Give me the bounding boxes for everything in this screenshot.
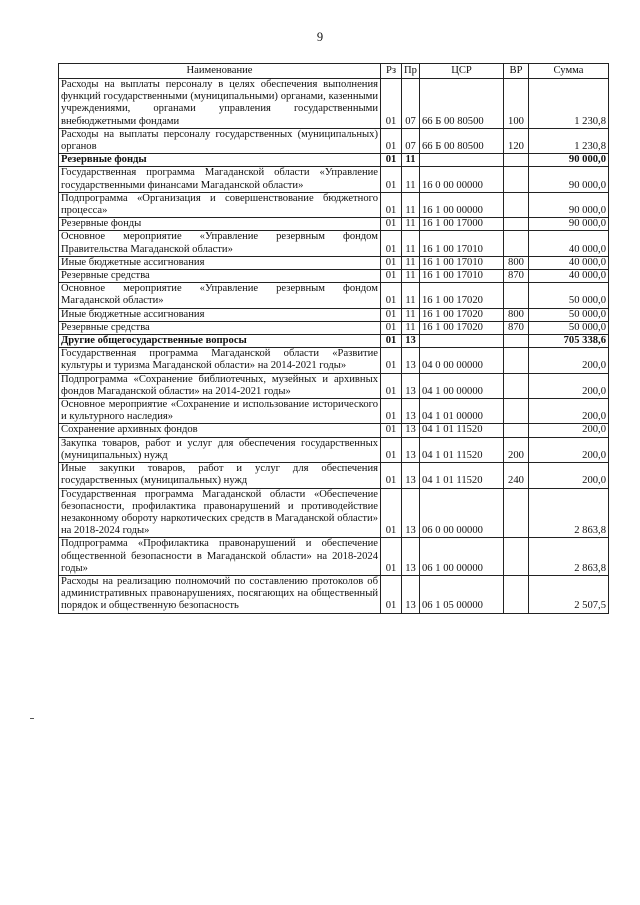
cell-sum: 90 000,0 [529,154,609,167]
table-row [59,437,609,462]
table-row [59,399,609,424]
cell-sum: 705 338,6 [529,335,609,348]
cell-sum: 2 863,8 [529,488,609,538]
cell-name: Резервные фонды [59,218,381,231]
cell-pr: 13 [402,424,420,437]
cell-name: Подпрограмма «Сохранение библиотечных, музейных и архивных фондов Магаданской области» на 2014-2021 годы» [59,373,381,398]
cell-name: Государственная программа Магаданской области «Обеспечение безопасности, профилактика правонарушений и противодействие незаконному обороту наркотических средств в Магаданской области» на 2018-2024 годы» [59,488,381,538]
cell-csr: 16 1 00 17010 [420,231,504,256]
cell-sum: 200,0 [529,437,609,462]
cell-csr: 16 1 00 17000 [420,218,504,231]
cell-name: Государственная программа Магаданской области «Развитие культуры и туризма Магаданской области» на 2014-2021 годы» [59,348,381,373]
cell-name: Резервные фонды [59,154,381,167]
cell-pr: 11 [402,308,420,321]
cell-rz: 01 [381,399,402,424]
cell-name: Расходы на выплаты персоналу государственных (муниципальных) органов [59,128,381,153]
cell-csr: 04 1 01 11520 [420,437,504,462]
cell-rz: 01 [381,128,402,153]
cell-vr [504,575,529,613]
cell-sum: 200,0 [529,463,609,488]
cell-vr [504,538,529,576]
cell-sum: 40 000,0 [529,270,609,283]
cell-vr [504,399,529,424]
budget-table [58,63,609,614]
table-row [59,348,609,373]
table-row [59,538,609,576]
cell-sum: 200,0 [529,399,609,424]
cell-pr: 11 [402,218,420,231]
cell-rz: 01 [381,538,402,576]
cell-csr: 04 1 01 00000 [420,399,504,424]
cell-vr [504,231,529,256]
cell-csr: 04 1 01 11520 [420,463,504,488]
table-row [59,335,609,348]
cell-name: Подпрограмма «Организация и совершенствование бюджетного процесса» [59,192,381,217]
cell-csr: 16 1 00 17020 [420,283,504,308]
cell-csr: 16 0 00 00000 [420,167,504,192]
cell-rz: 01 [381,308,402,321]
page-number: 9 [316,30,324,44]
cell-pr: 13 [402,373,420,398]
cell-sum: 50 000,0 [529,308,609,321]
cell-sum: 2 863,8 [529,538,609,576]
cell-vr [504,424,529,437]
cell-pr: 13 [402,463,420,488]
header-rz: Рз [381,64,402,79]
cell-csr: 66 Б 00 80500 [420,79,504,129]
cell-sum: 90 000,0 [529,218,609,231]
header-pr: Пр [402,64,420,79]
cell-csr: 16 1 00 17020 [420,308,504,321]
cell-sum: 200,0 [529,373,609,398]
cell-rz: 01 [381,256,402,269]
table-row [59,424,609,437]
cell-vr: 800 [504,256,529,269]
cell-vr [504,192,529,217]
header-csr: ЦСР [420,64,504,79]
cell-pr: 13 [402,575,420,613]
cell-name: Иные бюджетные ассигнования [59,256,381,269]
cell-rz: 01 [381,167,402,192]
cell-rz: 01 [381,79,402,129]
table-row [59,308,609,321]
cell-vr: 800 [504,308,529,321]
cell-sum: 200,0 [529,424,609,437]
cell-sum: 50 000,0 [529,283,609,308]
cell-pr: 11 [402,231,420,256]
cell-pr: 11 [402,167,420,192]
cell-pr: 11 [402,256,420,269]
cell-csr [420,154,504,167]
cell-name: Другие общегосударственные вопросы [59,335,381,348]
table-row [59,270,609,283]
cell-name: Расходы на выплаты персоналу в целях обеспечения выполнения функций государственными (муниципальными) органами, казенными учреждениями, органами управления государственными внебюджетными фондами [59,79,381,129]
cell-pr: 11 [402,154,420,167]
cell-csr: 04 0 00 00000 [420,348,504,373]
cell-sum: 40 000,0 [529,231,609,256]
cell-csr: 06 1 05 00000 [420,575,504,613]
cell-rz: 01 [381,437,402,462]
cell-rz: 01 [381,335,402,348]
table-row [59,231,609,256]
table-row [59,463,609,488]
header-name: Наименование [59,64,381,79]
cell-pr: 13 [402,335,420,348]
cell-rz: 01 [381,283,402,308]
cell-name: Подпрограмма «Профилактика правонарушений и обеспечение общественной безопасности в Магаданской области» на 2018-2024 годы» [59,538,381,576]
cell-pr: 11 [402,321,420,334]
cell-name: Основное мероприятие «Сохранение и использование исторического и культурного наследия» [59,399,381,424]
cell-csr: 16 1 00 17010 [420,270,504,283]
table-row [59,283,609,308]
cell-vr [504,373,529,398]
margin-mark [30,718,34,719]
cell-vr: 120 [504,128,529,153]
cell-rz: 01 [381,192,402,217]
table-header-row [59,64,609,79]
cell-sum: 40 000,0 [529,256,609,269]
table-row [59,488,609,538]
table-body [59,79,609,614]
cell-pr: 13 [402,437,420,462]
cell-vr: 870 [504,270,529,283]
cell-vr [504,488,529,538]
table-row [59,256,609,269]
cell-csr: 16 1 00 17020 [420,321,504,334]
cell-pr: 13 [402,488,420,538]
cell-vr [504,154,529,167]
header-vr: ВР [504,64,529,79]
cell-csr: 06 1 00 00000 [420,538,504,576]
cell-sum: 90 000,0 [529,192,609,217]
cell-pr: 13 [402,399,420,424]
cell-name: Расходы на реализацию полномочий по составлению протоколов об административных правонарушениях, посягающих на общественный порядок и общественную безопасность [59,575,381,613]
cell-sum: 1 230,8 [529,128,609,153]
cell-pr: 11 [402,270,420,283]
cell-pr: 13 [402,538,420,576]
cell-name: Резервные средства [59,270,381,283]
cell-vr [504,283,529,308]
cell-rz: 01 [381,575,402,613]
cell-csr: 16 1 00 00000 [420,192,504,217]
cell-rz: 01 [381,231,402,256]
table-row [59,575,609,613]
cell-name: Сохранение архивных фондов [59,424,381,437]
cell-rz: 01 [381,270,402,283]
table-row [59,167,609,192]
cell-vr [504,335,529,348]
cell-pr: 13 [402,348,420,373]
cell-vr: 100 [504,79,529,129]
cell-vr: 200 [504,437,529,462]
cell-rz: 01 [381,488,402,538]
cell-name: Резервные средства [59,321,381,334]
table-row [59,79,609,129]
cell-vr [504,167,529,192]
cell-pr: 07 [402,79,420,129]
cell-name: Иные бюджетные ассигнования [59,308,381,321]
cell-sum: 90 000,0 [529,167,609,192]
cell-sum: 1 230,8 [529,79,609,129]
cell-vr: 870 [504,321,529,334]
cell-sum: 200,0 [529,348,609,373]
cell-rz: 01 [381,424,402,437]
table-row [59,154,609,167]
header-sum: Сумма [529,64,609,79]
cell-csr [420,335,504,348]
cell-csr: 66 Б 00 80500 [420,128,504,153]
cell-vr [504,348,529,373]
cell-sum: 2 507,5 [529,575,609,613]
table-row [59,218,609,231]
cell-pr: 07 [402,128,420,153]
cell-name: Закупка товаров, работ и услуг для обеспечения государственных (муниципальных) нужд [59,437,381,462]
cell-rz: 01 [381,348,402,373]
table-row [59,321,609,334]
cell-vr: 240 [504,463,529,488]
cell-csr: 04 1 00 00000 [420,373,504,398]
cell-vr [504,218,529,231]
cell-rz: 01 [381,154,402,167]
cell-rz: 01 [381,218,402,231]
table-row [59,373,609,398]
cell-rz: 01 [381,463,402,488]
cell-name: Государственная программа Магаданской области «Управление государственными финансами Магаданской области» [59,167,381,192]
cell-pr: 11 [402,283,420,308]
cell-sum: 50 000,0 [529,321,609,334]
cell-rz: 01 [381,373,402,398]
cell-pr: 11 [402,192,420,217]
cell-csr: 04 1 01 11520 [420,424,504,437]
cell-name: Иные закупки товаров, работ и услуг для обеспечения государственных (муниципальных) нужд [59,463,381,488]
table-row [59,192,609,217]
cell-rz: 01 [381,321,402,334]
table-row [59,128,609,153]
cell-name: Основное мероприятие «Управление резервным фондом Правительства Магаданской области» [59,231,381,256]
cell-csr: 16 1 00 17010 [420,256,504,269]
cell-name: Основное мероприятие «Управление резервным фондом Магаданской области» [59,283,381,308]
cell-csr: 06 0 00 00000 [420,488,504,538]
